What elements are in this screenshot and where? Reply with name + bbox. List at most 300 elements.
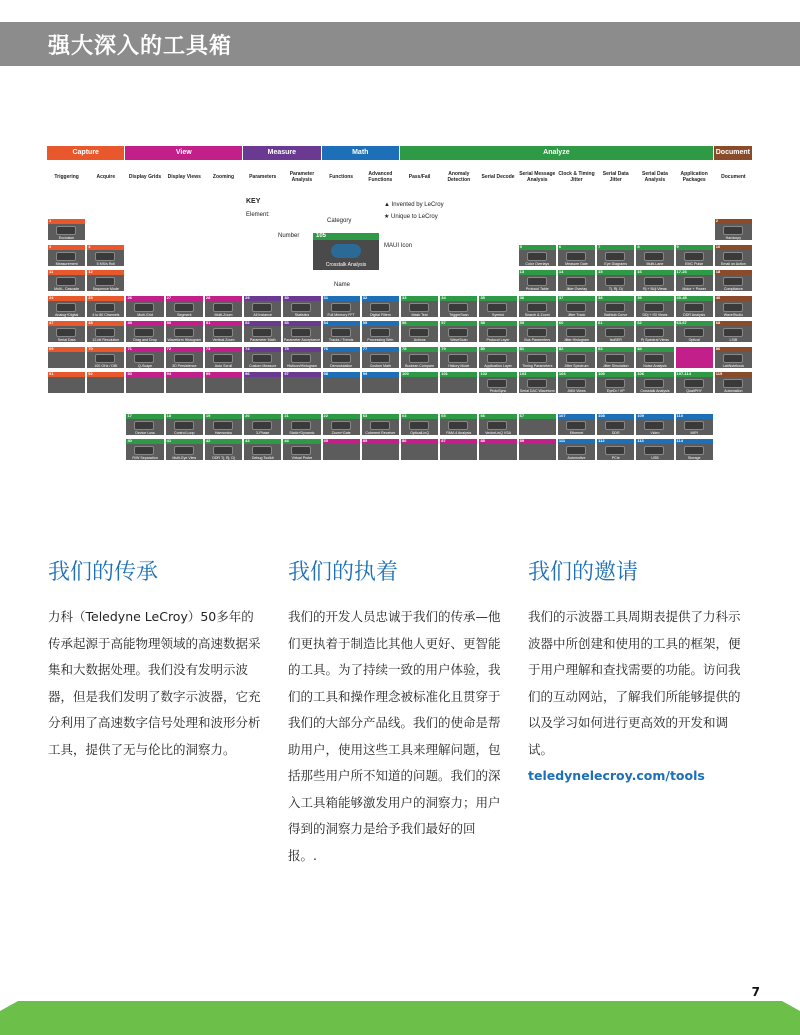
element-name: Symbol: [492, 312, 505, 317]
element-tile[interactable]: [204, 438, 243, 461]
element-icon: [252, 446, 272, 455]
column-header: Triggering: [54, 174, 79, 180]
element-tile[interactable]: [675, 346, 714, 369]
element-tile[interactable]: [361, 295, 400, 318]
element-number: 106: [637, 371, 645, 376]
element-number: 37: [558, 294, 564, 300]
element-icon: [723, 277, 743, 286]
footer-accent-band: [0, 995, 800, 1035]
element-number: 74: [245, 345, 250, 351]
element-number: 103: [519, 371, 527, 376]
element-icon: [723, 226, 743, 235]
element-tile[interactable]: [322, 413, 361, 436]
element-name: IsoBER: [609, 338, 622, 342]
element-category-strip: [205, 414, 242, 419]
element-tile[interactable]: [165, 320, 204, 343]
element-name: Virtual Probe: [291, 456, 313, 460]
element-number: 28: [205, 294, 211, 300]
element-category-strip: [715, 245, 752, 250]
element-number: 10: [715, 243, 721, 249]
element-category-strip: [519, 414, 556, 419]
element-tile[interactable]: [675, 244, 714, 267]
element-icon: [723, 252, 743, 261]
page-title: 强大深入的工具箱: [48, 34, 233, 59]
element-category-strip: [205, 439, 242, 444]
element-tile[interactable]: [518, 269, 557, 292]
element-tile[interactable]: [557, 244, 596, 267]
element-tile[interactable]: [478, 295, 517, 318]
element-icon: [252, 328, 272, 337]
element-number: 102: [480, 371, 488, 376]
element-tile[interactable]: [439, 295, 478, 318]
element-category-strip: [401, 347, 438, 352]
element-icon: [487, 303, 507, 312]
element-tile[interactable]: [282, 413, 321, 436]
element-tile[interactable]: [243, 371, 282, 394]
element-tile[interactable]: [322, 320, 361, 343]
element-tile[interactable]: [518, 346, 557, 369]
element-tile[interactable]: [361, 438, 400, 461]
element-tile[interactable]: [125, 320, 164, 343]
element-number: 85: [362, 438, 368, 443]
element-tile[interactable]: [439, 320, 478, 343]
element-name: Waveform Histogram: [167, 338, 202, 342]
element-icon: [605, 421, 625, 430]
commitment-body: 我们的开发人员忠诚于我们的传承—他们更执着于制造比其他人更好、更智能的工具。为了持续一致的用户体验，我们的工具和操作理念被标准化且贯穿于我们的大部分产品线。我们的使命是帮助用户，使用这些工具来理解问题，包括那些用户所不知道的问题。我们的深入工具箱能够激发用户的洞察力；用户得到的洞察力是给予我们最好的回报。.: [288, 609, 501, 863]
element-number: 58: [480, 320, 485, 325]
element-tile[interactable]: [518, 244, 557, 267]
element-number: 80: [480, 345, 485, 351]
element-icon: [252, 354, 272, 363]
element-name: Motor + Power: [682, 287, 706, 291]
element-name: History Mode: [448, 363, 470, 368]
element-tile[interactable]: [439, 413, 478, 436]
element-category-strip: [323, 414, 360, 419]
element-category-strip: [715, 219, 752, 224]
element-icon: [684, 328, 704, 337]
element-icon: [174, 421, 194, 430]
element-tile[interactable]: [596, 295, 635, 318]
element-tile[interactable]: [400, 346, 439, 369]
element-number: 91: [49, 371, 54, 376]
element-tile[interactable]: [478, 320, 517, 343]
element-tile[interactable]: [125, 295, 164, 318]
element-tile[interactable]: [439, 438, 478, 461]
column-header: Advanced Functions: [368, 171, 393, 183]
element-number: 62: [637, 320, 642, 325]
element-category-strip: [401, 439, 438, 444]
periodic-table: [47, 146, 753, 506]
element-category-strip: [479, 296, 516, 301]
element-number: 111: [558, 438, 566, 443]
element-tile[interactable]: [478, 413, 517, 436]
element-name: JitKit Views: [567, 389, 586, 393]
element-icon: [174, 354, 194, 363]
element-number: 75: [284, 345, 289, 351]
element-tile[interactable]: [400, 371, 439, 394]
column-header: Display Grids: [128, 174, 162, 180]
element-icon: [566, 277, 586, 286]
element-icon: [644, 379, 664, 388]
element-number: 44: [284, 438, 289, 443]
element-tile[interactable]: [557, 438, 596, 461]
element-tile[interactable]: [439, 371, 478, 394]
element-tile[interactable]: [86, 295, 125, 318]
element-name: Parameter Math: [249, 338, 276, 342]
element-tile[interactable]: [86, 346, 125, 369]
element-tile[interactable]: [86, 244, 125, 267]
element-name: Auto Scroll: [214, 363, 233, 368]
element-number: 50: [166, 320, 172, 325]
element-name: Multi-Eye View: [172, 456, 197, 460]
element-category-strip: [636, 245, 673, 250]
element-icon: [684, 446, 704, 455]
element-tile[interactable]: [714, 346, 753, 369]
element-tile[interactable]: [596, 346, 635, 369]
element-tile[interactable]: [86, 320, 125, 343]
element-tile[interactable]: [518, 413, 557, 436]
element-name: Noise Analysis: [643, 363, 667, 368]
element-category-strip: [519, 296, 556, 301]
category-math[interactable]: Math: [322, 146, 399, 160]
element-name: TriggerScan: [449, 312, 469, 317]
element-tile[interactable]: [322, 346, 361, 369]
element-tile[interactable]: [204, 413, 243, 436]
element-number: 42: [205, 438, 211, 443]
element-tile[interactable]: [282, 295, 321, 318]
element-tile[interactable]: [478, 346, 517, 369]
element-tile[interactable]: [714, 218, 753, 241]
element-tile[interactable]: [400, 295, 439, 318]
element-category-strip: [519, 321, 556, 326]
element-tile[interactable]: [714, 320, 753, 343]
element-tile[interactable]: [635, 346, 674, 369]
element-category-strip: [715, 296, 752, 301]
element-tile[interactable]: [243, 438, 282, 461]
element-tile[interactable]: [714, 295, 753, 318]
element-category-strip: [205, 372, 242, 377]
element-number: 109: [637, 412, 645, 418]
element-name: Statistics: [294, 312, 310, 317]
element-tile[interactable]: [635, 269, 674, 292]
element-number: 113: [637, 438, 644, 443]
element-tile[interactable]: [86, 269, 125, 292]
column-header: Pass/Fail: [408, 174, 431, 180]
element-category-strip: [126, 321, 163, 326]
element-number: 47: [49, 320, 54, 325]
element-number: 7: [598, 243, 601, 249]
element-tile[interactable]: [322, 438, 361, 461]
element-tile[interactable]: [282, 371, 321, 394]
element-name: 4 to 80 Channels: [92, 312, 120, 317]
element-number: 29: [245, 294, 250, 300]
element-tile[interactable]: [361, 346, 400, 369]
element-tile[interactable]: [596, 269, 635, 292]
element-tile[interactable]: [243, 413, 282, 436]
element-name: PAM-4 Analysis: [446, 430, 472, 435]
element-icon: [644, 303, 664, 312]
element-icon: [566, 379, 586, 388]
element-tile[interactable]: [47, 218, 86, 241]
element-tile[interactable]: [596, 371, 635, 394]
element-tile[interactable]: [204, 346, 243, 369]
element-number: 39: [637, 294, 642, 300]
element-tile[interactable]: [125, 413, 164, 436]
element-tile[interactable]: [518, 438, 557, 461]
element-tile[interactable]: [675, 371, 714, 394]
category-document[interactable]: Document: [714, 146, 752, 160]
element-tile[interactable]: [635, 438, 674, 461]
element-tile[interactable]: [518, 295, 557, 318]
element-category-strip: [676, 245, 713, 250]
element-number: 48: [88, 320, 93, 325]
element-tile[interactable]: [361, 413, 400, 436]
element-name: Eye Diagrams: [604, 261, 627, 266]
element-number: 89: [519, 438, 525, 443]
element-name: OpticalLinQ: [410, 430, 429, 435]
element-name: EMC Pulse: [685, 261, 704, 266]
element-tile[interactable]: [47, 295, 86, 318]
element-name: DDR: [611, 430, 620, 435]
element-tile[interactable]: [675, 413, 714, 436]
element-tile[interactable]: [596, 320, 635, 343]
element-tile[interactable]: [165, 371, 204, 394]
element-tile[interactable]: [439, 346, 478, 369]
element-tile[interactable]: [714, 371, 753, 394]
element-tile[interactable]: [125, 346, 164, 369]
element-number: 76: [323, 345, 328, 351]
category-analyze[interactable]: Analyze: [400, 146, 713, 160]
element-icon: [448, 328, 468, 337]
element-number: 92: [88, 371, 93, 376]
column-commitment: [288, 555, 503, 869]
element-name: Histicon/Histogram: [286, 363, 318, 368]
element-number: 54: [323, 320, 328, 325]
element-category-strip: [166, 347, 203, 352]
element-name: Boolean Compare: [405, 363, 435, 368]
element-tile[interactable]: [86, 371, 125, 394]
element-icon: [487, 421, 507, 430]
element-number: 99: [362, 371, 368, 376]
element-number: 53: [284, 320, 289, 325]
element-tile[interactable]: [400, 438, 439, 461]
element-tile[interactable]: [675, 320, 714, 343]
element-name: Protocol Table: [525, 287, 549, 291]
element-name: Jitter Histogram: [563, 338, 590, 342]
category-view[interactable]: View: [125, 146, 242, 160]
element-tile[interactable]: [557, 371, 596, 394]
element-tile[interactable]: [557, 413, 596, 436]
category-capture[interactable]: Capture: [47, 146, 124, 160]
element-number: 84: [637, 345, 642, 351]
element-category-strip: [558, 245, 595, 250]
element-tile[interactable]: [165, 413, 204, 436]
element-name: EyeDr / VP: [606, 389, 625, 393]
element-name: Multi-Grid: [137, 312, 153, 317]
element-tile[interactable]: [518, 371, 557, 394]
element-icon: [409, 421, 429, 430]
element-icon: [644, 421, 664, 430]
element-number: 63-67: [676, 320, 687, 325]
element-tile[interactable]: [478, 371, 517, 394]
element-tile[interactable]: [635, 244, 674, 267]
element-category-strip: [362, 347, 399, 352]
element-tile[interactable]: [47, 320, 86, 343]
element-icon: [605, 252, 625, 261]
element-category-strip: [362, 414, 399, 419]
element-tile[interactable]: [165, 438, 204, 461]
element-icon: [644, 354, 664, 363]
element-category-strip: [323, 372, 360, 377]
element-name: PCIe: [611, 456, 620, 460]
element-icon: [527, 354, 547, 363]
element-name: Q-Scape: [137, 363, 153, 368]
element-tile[interactable]: [557, 295, 596, 318]
element-tile[interactable]: [47, 244, 86, 267]
element-name: Device Loss: [135, 430, 155, 435]
element-name: Email on Action: [720, 261, 746, 266]
element-icon: [95, 303, 115, 312]
element-number: 43: [245, 438, 250, 443]
element-name: Jitter Spectrum: [564, 363, 589, 368]
element-tile[interactable]: [243, 295, 282, 318]
element-name: Harmonics: [214, 430, 233, 435]
element-tile[interactable]: [204, 295, 243, 318]
element-tile[interactable]: [478, 438, 517, 461]
element-tile[interactable]: [675, 269, 714, 292]
element-tile[interactable]: [47, 269, 86, 292]
element-name: Segment: [177, 312, 192, 317]
element-tile[interactable]: [322, 295, 361, 318]
element-category-strip: [48, 372, 85, 377]
tools-website-link[interactable]: teledynelecroy.com/tools: [528, 768, 705, 783]
element-number: 63: [362, 412, 368, 418]
element-name: Timing Parameters: [522, 363, 553, 368]
column-header: Serial Data Analysis: [642, 171, 668, 183]
element-icon: [644, 328, 664, 337]
element-tile[interactable]: [596, 438, 635, 461]
element-tile[interactable]: [400, 320, 439, 343]
element-tile[interactable]: [282, 346, 321, 369]
element-tile[interactable]: [282, 320, 321, 343]
invitation-body: 我们的示波器工具周期表提供了力科示波器中所创建和使用的工具的框架，便于用户理解和查找需要的功能。访问我们的互动网站，了解我们所能够提供的以及学习如何进行更高效的开发和调试。: [528, 609, 741, 757]
element-tile[interactable]: [596, 244, 635, 267]
element-category-strip: [205, 347, 242, 352]
element-category-strip: [323, 296, 360, 301]
element-tile[interactable]: [204, 371, 243, 394]
element-name: WaveScan: [450, 338, 468, 342]
element-icon: [134, 328, 154, 337]
element-tile[interactable]: [47, 346, 86, 369]
element-icon: [56, 277, 76, 286]
category-measure[interactable]: Measure: [243, 146, 320, 160]
column-header: Parameter Analysis: [289, 171, 315, 183]
element-name: ProtoSync: [489, 389, 507, 393]
element-tile[interactable]: [125, 371, 164, 394]
element-icon: [487, 328, 507, 337]
element-tile[interactable]: [557, 269, 596, 292]
element-tile[interactable]: [518, 320, 557, 343]
element-tile[interactable]: [322, 371, 361, 394]
element-tile[interactable]: [400, 413, 439, 436]
element-number: 25: [88, 294, 93, 300]
element-category-strip: [126, 372, 163, 377]
element-number: 49: [127, 320, 132, 325]
element-tile[interactable]: [635, 295, 674, 318]
element-icon: [134, 446, 154, 455]
element-category-strip: [48, 321, 85, 326]
element-name: Digital Filters: [369, 312, 391, 317]
element-category-strip: [362, 439, 399, 444]
element-name: 5 MS/s Roll: [96, 261, 116, 266]
element-number: 52: [245, 320, 250, 325]
element-tile[interactable]: [361, 320, 400, 343]
element-icon: [644, 252, 664, 261]
element-tile[interactable]: [596, 413, 635, 436]
element-icon: [174, 328, 194, 337]
element-tile[interactable]: [675, 438, 714, 461]
element-number: 33: [402, 294, 407, 300]
element-category-strip: [166, 439, 203, 444]
element-tile[interactable]: [165, 295, 204, 318]
element-tile[interactable]: [243, 346, 282, 369]
element-name: Automation: [724, 389, 743, 393]
element-name: Serial DAC Waveform: [519, 389, 555, 393]
element-tile[interactable]: [47, 371, 86, 394]
element-number: 46: [715, 294, 721, 300]
element-category-strip: [87, 245, 124, 250]
element-icon: [448, 354, 468, 363]
element-category-strip: [126, 296, 163, 301]
element-icon: [95, 328, 115, 337]
element-tile[interactable]: [243, 320, 282, 343]
element-icon: [527, 303, 547, 312]
element-icon: [213, 303, 233, 312]
element-number: 26: [127, 294, 132, 300]
element-icon: [605, 328, 625, 337]
element-icon: [527, 328, 547, 337]
element-tile[interactable]: [282, 438, 321, 461]
element-number: 86: [715, 345, 721, 351]
element-icon: [566, 354, 586, 363]
element-tile[interactable]: [361, 371, 400, 394]
element-category-strip: [558, 321, 595, 326]
element-name: Hardcopy: [725, 236, 742, 240]
element-tile[interactable]: [635, 371, 674, 394]
element-tile[interactable]: [714, 244, 753, 267]
element-tile[interactable]: [165, 346, 204, 369]
element-tile[interactable]: [714, 269, 753, 292]
element-tile[interactable]: [675, 295, 714, 318]
element-icon: [684, 277, 704, 286]
element-number: 87: [441, 438, 446, 443]
element-icon: [174, 303, 194, 312]
column-invitation: [528, 555, 743, 789]
element-icon: [252, 303, 272, 312]
element-tile[interactable]: [125, 438, 164, 461]
element-tile[interactable]: [557, 320, 596, 343]
element-name: DDR Tj, Rj, Dj: [212, 456, 235, 460]
element-tile[interactable]: [635, 320, 674, 343]
element-number: 16: [637, 269, 642, 274]
element-name: All Instance: [253, 312, 272, 317]
element-tile[interactable]: [635, 413, 674, 436]
element-icon: [527, 379, 547, 388]
element-tile[interactable]: [557, 346, 596, 369]
element-name: LabNotebook: [722, 363, 745, 368]
column-header: Clock & Timing Jitter: [558, 171, 595, 183]
element-tile[interactable]: [204, 320, 243, 343]
